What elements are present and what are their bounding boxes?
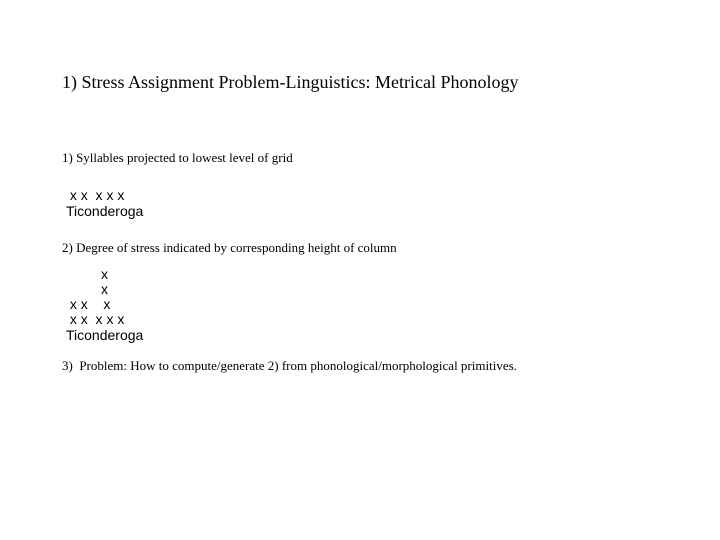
metrical-grid-2 — [66, 267, 143, 343]
grid-row: x x x x x — [66, 187, 125, 203]
grid-row: x — [66, 266, 109, 282]
step-3-text: 3) Problem: How to compute/generate 2) from phonological/morphological primitives. — [62, 358, 517, 373]
grid-row: x x x — [66, 296, 111, 312]
grid-word: Ticonderoga — [66, 327, 144, 343]
grid-word: Ticonderoga — [66, 203, 144, 219]
grid-row: x — [66, 281, 109, 297]
step-2-text: 2) Degree of stress indicated by corresponding height of column — [62, 240, 397, 255]
metrical-grid-1 — [66, 188, 143, 219]
grid-row: x x x x x — [66, 311, 125, 327]
step-1-text: 1) Syllables projected to lowest level of grid — [62, 150, 293, 165]
slide-title: 1) Stress Assignment Problem-Linguistics: Metrical Phonology — [62, 72, 519, 92]
